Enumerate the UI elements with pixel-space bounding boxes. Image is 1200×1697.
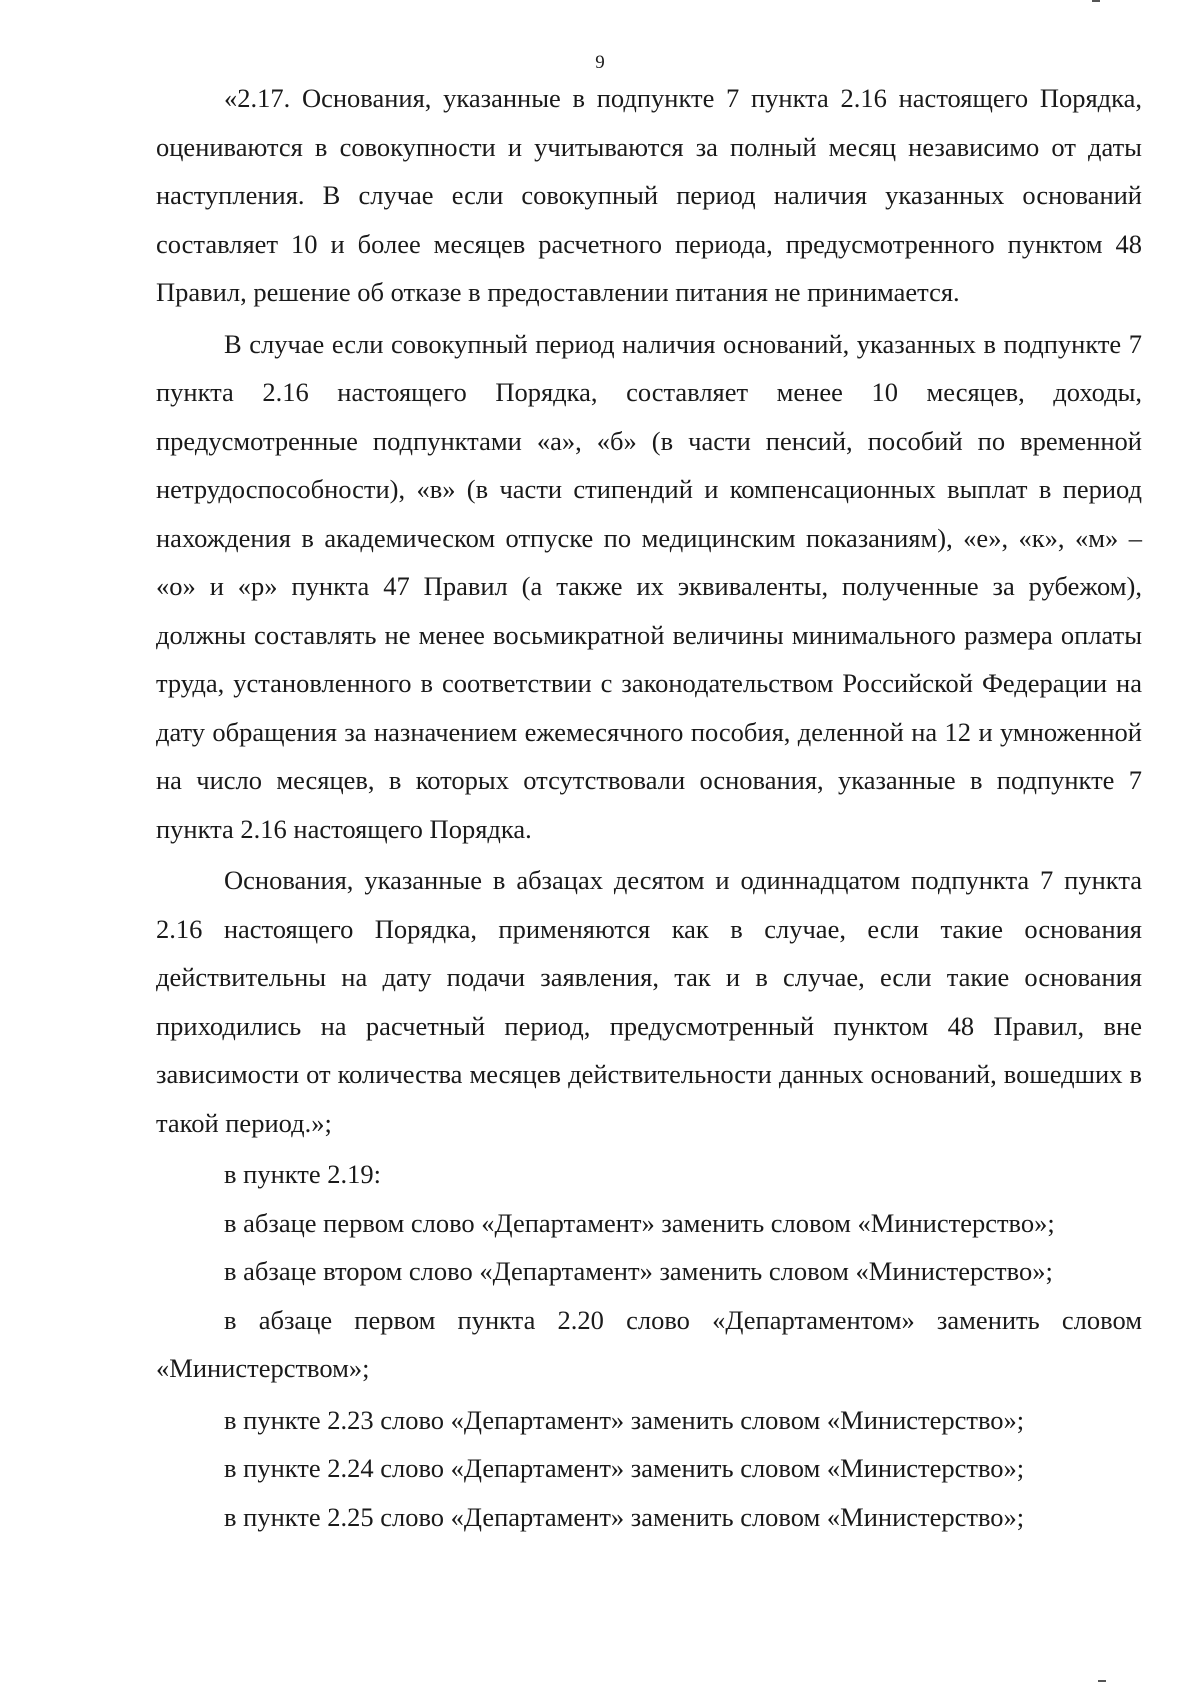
- page-number: 9: [595, 52, 605, 73]
- scan-mark: [1098, 1680, 1106, 1682]
- amendment-item-2-24: в пункте 2.24 слово «Департамент» заменить словом «Министерство»;: [224, 1453, 1025, 1483]
- paragraph-income-condition: В случае если совокупный период наличия оснований, указанных в подпункте 7 пункта 2.16 настоящего Порядка, составляет менее 10 месяцев, доходы, предусмотренные подпунктами «а», «б» (в части пенсий, пособий по временной нетрудоспособности), «в» (в части стипендий и компенсационных выплат в период нахождения в академическом отпуске по медицинским показаниям), «е», «к», «м» – «о» и «р» пункта 47 Правил (а также их эквиваленты, полученные за рубежом), должны составлять не менее восьмикратной величины минимального размера оплаты труда, установленного в соответствии с законодательством Российской Федерации на дату обращения за назначением ежемесячного пособия, деленной на 12 и умноженной на число месяцев, в которых отсутствовали основания, указанные в подпункте 7 пункта 2.16 настоящего Порядка.: [156, 328, 1142, 844]
- amendment-item-2-25: в пункте 2.25 слово «Департамент» заменить словом «Министерство»;: [224, 1501, 1025, 1532]
- amendment-item-2-19-first: в абзаце первом слово «Департамент» заменить словом «Министерство»;: [224, 1207, 1055, 1238]
- amendment-item-2-19: в пункте 2.19:: [224, 1159, 381, 1189]
- amendment-item-2-23: в пункте 2.23 слово «Департамент» заменить словом «Министерство»;: [224, 1404, 1025, 1435]
- paragraph-2-17: «2.17. Основания, указанные в подпункте 7 пункта 2.16 настоящего Порядка, оцениваются в совокупности и учитываются за полный месяц независимо от даты наступления. В случае если совокупный период наличия указанных оснований составляет 10 и более месяцев расчетного периода, предусмотренного пунктом 48 Правил, решение об отказе в предоставлении питания не принимается.: [156, 83, 1142, 307]
- amendment-item-2-19-second: в абзаце втором слово «Департамент» заменить словом «Министерство»;: [224, 1256, 1053, 1286]
- document-body: [156, 74, 1142, 1541]
- amendment-item-2-20: в абзаце первом пункта 2.20 слово «Департаментом» заменить словом «Министерством»;: [156, 1304, 1142, 1383]
- paragraph-grounds-application: Основания, указанные в абзацах десятом и одиннадцатом подпункта 7 пункта 2.16 настоящего Порядка, применяются как в случае, если такие основания действительны на дату подачи заявления, так и в случае, если такие основания приходились на расчетный период, предусмотренный пунктом 48 Правил, вне зависимости от количества месяцев действительности данных оснований, вошедших в такой период.»;: [156, 865, 1142, 1138]
- scan-mark: [1092, 0, 1100, 2]
